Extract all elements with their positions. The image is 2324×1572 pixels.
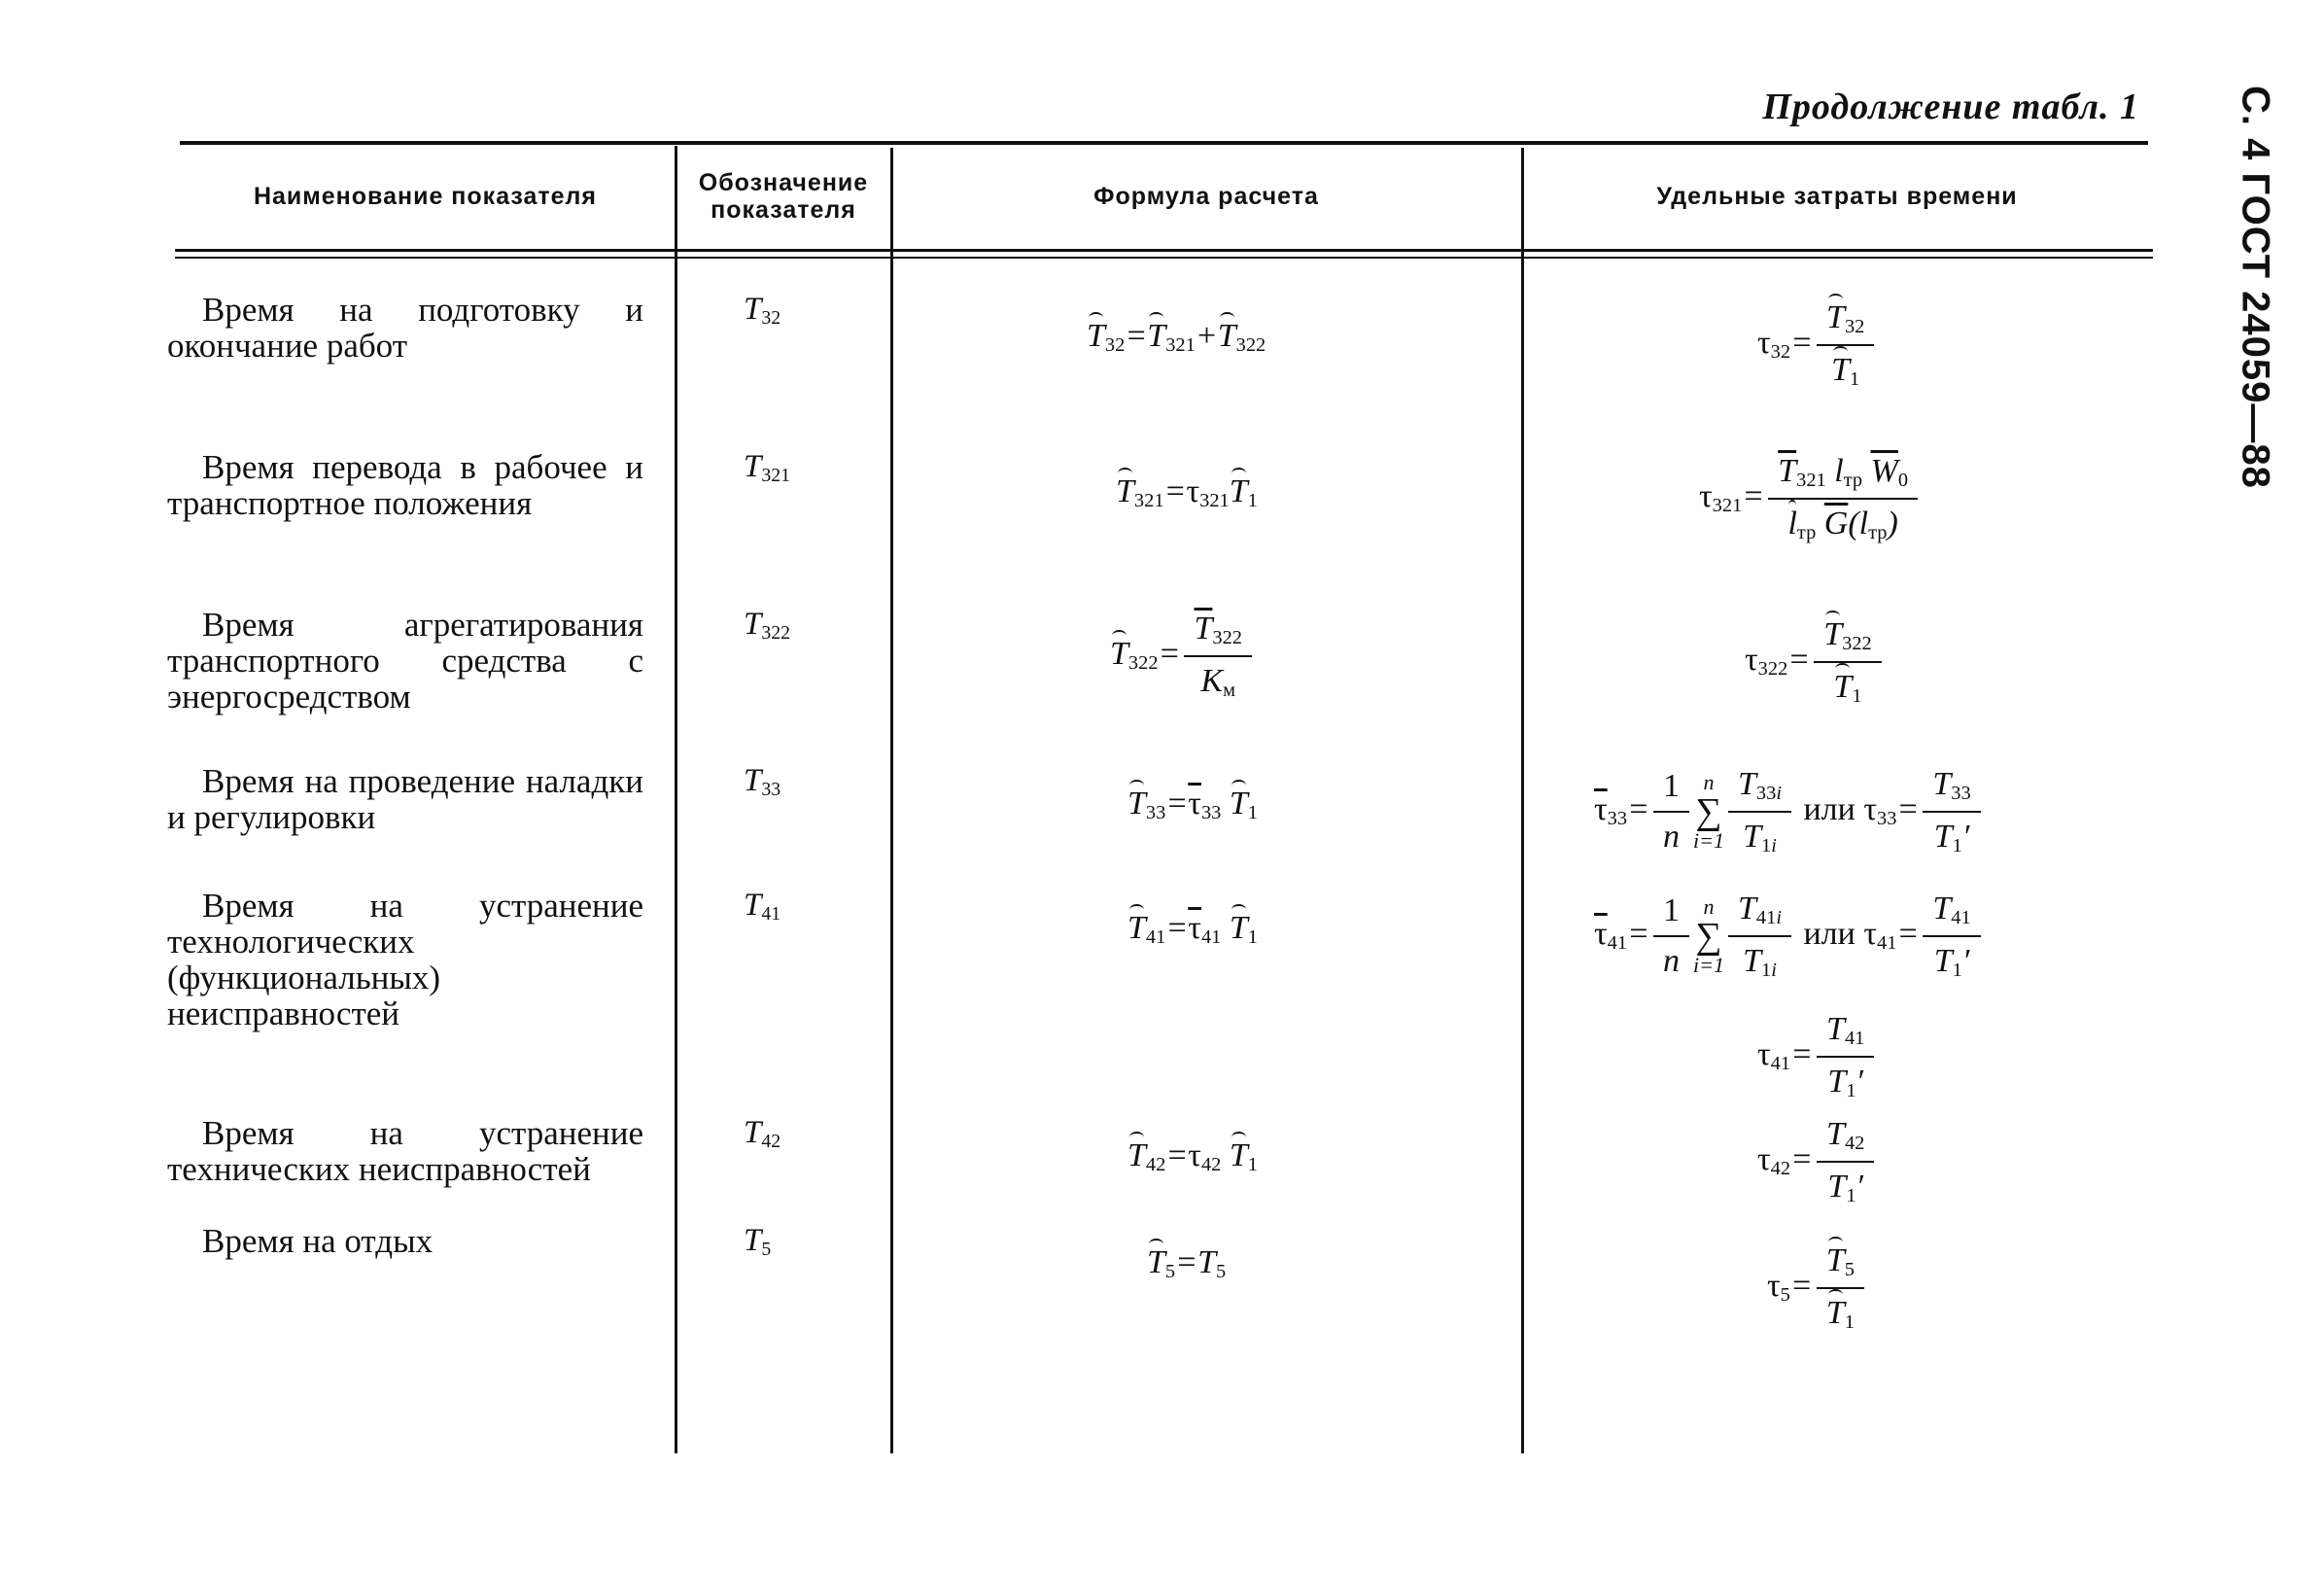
specific-tau32: $\tau_{32}=$ $\frac{T_{32}}{T_1}$ bbox=[1757, 299, 1878, 391]
specific-tau5: $\tau_5=$ $\frac{T_5}{T_1}$ bbox=[1767, 1242, 1868, 1334]
designation-t5: $T_5$ bbox=[744, 1223, 772, 1260]
side-label-text: С. 4 ГОСТ 24059—88 bbox=[2234, 86, 2277, 489]
specific-tau322: $\tau_{322}=$ $\frac{T_{322}}{T_1}$ bbox=[1745, 616, 1886, 708]
row-name-1: Время на подготовку и окончание работ bbox=[167, 291, 643, 365]
designation-t322: $T_{322}$ bbox=[744, 607, 791, 644]
row-name-4: Время на проведение наладки и регулировки bbox=[167, 762, 643, 836]
header-bottom-rule-2 bbox=[175, 257, 2153, 259]
header-formula: Формула расчета bbox=[1093, 182, 1319, 210]
formula-t321: $T_{321}=\tau_{321}T_1$ bbox=[1116, 473, 1258, 512]
column-divider-2 bbox=[890, 148, 893, 1453]
column-divider-1 bbox=[675, 146, 677, 1453]
formula-t33: $T_{33}=\overline{\tau}_{33}$ $T_1$ bbox=[1127, 786, 1258, 824]
side-label bbox=[2226, 86, 2284, 494]
table-top-rule bbox=[180, 141, 2148, 145]
header-designation: Обозначение показателя bbox=[698, 169, 869, 224]
specific-tau42: $\tau_{42}=$ $\frac{T_{42}}{T_1'}$ bbox=[1757, 1116, 1878, 1207]
row-name-7: Время на отдых bbox=[202, 1222, 434, 1260]
row-name-6: Время на устранение технических неисправностей bbox=[167, 1114, 643, 1188]
specific-tau41-alt: $\tau_{41}=$ $\frac{T_{41}}{T_1'}$ bbox=[1757, 1011, 1878, 1102]
row-name-5: Время на устранение технологических (функциональных) неисправностей bbox=[167, 887, 643, 1032]
formula-t5: $T_5=T_5$ bbox=[1147, 1244, 1227, 1283]
header-bottom-rule bbox=[175, 249, 2153, 252]
formula-t322: $T_{322}=$ $\frac{\overline{T}_{322}}{K_м}$ bbox=[1110, 611, 1256, 702]
formula-t32: $T_{32}=T_{321}+T_{322}$ bbox=[1087, 318, 1266, 357]
specific-tau321: $\tau_{321}=$ $\frac{\overline{T}_{321} l_{тр} \overline{W}_0}{l_{тр} \overline{G}(l_{тр})}$ bbox=[1699, 453, 1922, 544]
formula-t42: $T_{42}=\tau_{42}$ $T_1$ bbox=[1127, 1137, 1258, 1176]
header-specific: Удельные затраты времени bbox=[1656, 182, 2018, 210]
formula-t41: $T_{41}=\overline{\tau}_{41}$ $T_1$ bbox=[1127, 910, 1258, 949]
specific-tau33: $\overline{\tau}_{33}=$ $\frac{1}{n}$ n ∑ i=1 $\frac{T_{33i}}{T_{1i}}$ или $\tau_{33}=$ $\frac{T_{33}}{T_1'}$ bbox=[1594, 766, 1985, 857]
designation-t33: $T_{33}$ bbox=[744, 763, 781, 800]
designation-t41: $T_{41}$ bbox=[744, 888, 781, 925]
column-divider-3 bbox=[1521, 148, 1524, 1453]
specific-tau41: $\overline{\tau}_{41}=$ $\frac{1}{n}$ n ∑ i=1 $\frac{T_{41i}}{T_{1i}}$ или $\tau_{41}=$ $\frac{T_{41}}{T_1'}$ bbox=[1594, 891, 1985, 982]
row-name-2: Время перевода в рабочее и транспортное положения bbox=[167, 448, 643, 522]
row-name-3: Время агрегатирования транспортного средства с энергосредством bbox=[167, 606, 643, 716]
designation-t42: $T_{42}$ bbox=[744, 1115, 781, 1152]
designation-t32: $T_{32}$ bbox=[744, 292, 781, 329]
header-name: Наименование показателя bbox=[253, 182, 598, 210]
designation-t321: $T_{321}$ bbox=[744, 449, 791, 486]
continuation-title: Продолжение табл. 1 bbox=[1762, 87, 2139, 127]
